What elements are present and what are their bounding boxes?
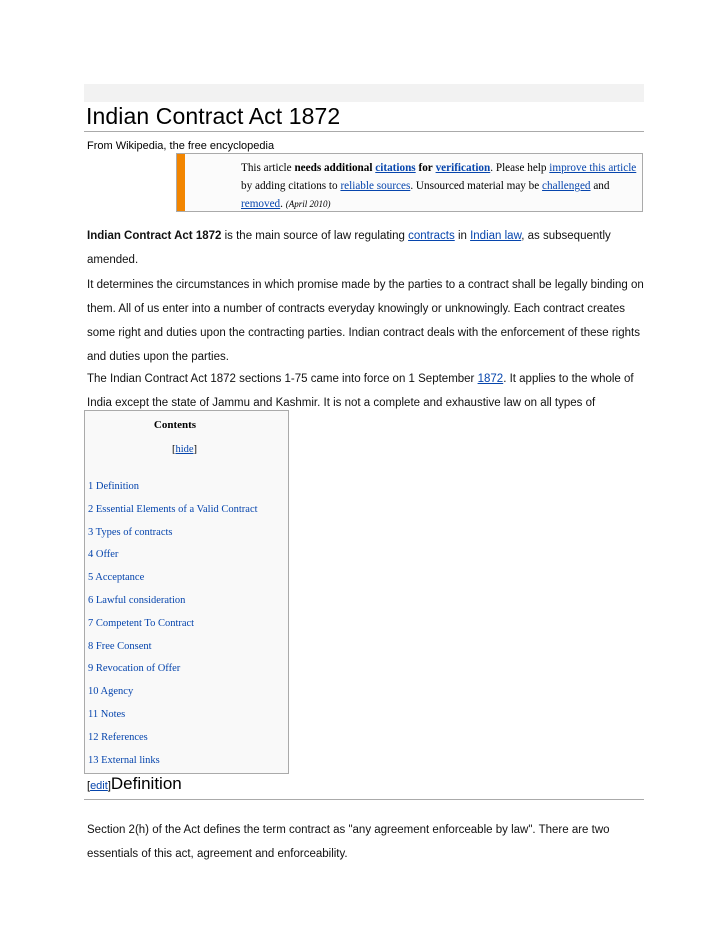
notice-text-2: . Please help bbox=[490, 162, 550, 174]
edit-bracket-open: [ bbox=[87, 780, 91, 792]
toc-item-types-of-contracts[interactable]: 3 Types of contracts bbox=[88, 526, 173, 538]
toc-item-references[interactable]: 12 References bbox=[88, 731, 148, 743]
toc-list bbox=[88, 479, 258, 775]
notice-stripe bbox=[177, 154, 185, 211]
notice-text-1: This article bbox=[241, 162, 295, 174]
toc-item-definition[interactable]: 1 Definition bbox=[88, 481, 140, 492]
table-of-contents bbox=[84, 410, 289, 774]
contracts-link[interactable]: contracts bbox=[408, 230, 455, 242]
top-bar bbox=[84, 84, 644, 102]
toc-item-lawful-consideration[interactable]: 6 Lawful consideration bbox=[88, 594, 186, 606]
section-heading-definition bbox=[87, 774, 182, 794]
scope-paragraph: It determines the circumstances in which promise made by the parties to a contract shall be legally binding on them. All of us enter into a number of contracts everyday knowingly or unknowingly. Each contract creates some right and duties upon the contracting parties. Indian contract deals with the enforcement of these rights and duties upon the parties. bbox=[87, 279, 644, 363]
page-title: Indian Contract Act 1872 bbox=[86, 103, 341, 129]
citations-link[interactable]: citations bbox=[375, 162, 416, 174]
notice-needs: needs additional bbox=[294, 162, 373, 174]
improve-article-link[interactable]: improve this article bbox=[549, 162, 637, 174]
section-divider bbox=[84, 799, 644, 800]
toc-hide-link[interactable]: hide bbox=[175, 444, 194, 455]
notice-text bbox=[241, 159, 641, 213]
notice-text-5: and bbox=[590, 180, 610, 192]
toc-item-offer[interactable]: 4 Offer bbox=[88, 549, 119, 561]
verification-link[interactable]: verification bbox=[435, 162, 491, 174]
edit-bracket-close: ] bbox=[107, 780, 111, 792]
intro-paragraph bbox=[87, 224, 647, 272]
toc-bracket-close: ] bbox=[193, 444, 198, 455]
toc-title: Contents bbox=[153, 419, 197, 431]
section-title: Definition bbox=[110, 774, 182, 793]
notice-text-3: by adding citations to bbox=[241, 180, 341, 192]
definition-paragraph: Section 2(h) of the Act defines the term contract as "any agreement enforceable by law". There are two essentials of this act, agreement and enforceability. bbox=[87, 824, 610, 860]
tagline: From Wikipedia, the free encyclopedia bbox=[87, 140, 275, 152]
toc-item-free-consent[interactable]: 8 Free Consent bbox=[88, 640, 152, 652]
intro-text-1: is the main source of law regulating bbox=[221, 230, 409, 242]
edit-control bbox=[87, 780, 111, 792]
toc-item-acceptance[interactable]: 5 Acceptance bbox=[88, 572, 145, 584]
year-1872-link[interactable]: 1872 bbox=[477, 373, 504, 385]
commencement-text-2: . It applies to the whole of India except the state of Jammu and Kashmir. It is not a complete and exhaustive law on all types of bbox=[87, 373, 634, 409]
intro-text-3: , as subsequently amended. bbox=[87, 230, 611, 266]
edit-link[interactable]: edit bbox=[90, 780, 108, 792]
notice-text-4: . Unsourced material may be bbox=[410, 180, 543, 192]
reliable-sources-link[interactable]: reliable sources bbox=[340, 180, 411, 192]
toc-item-external-links[interactable]: 13 External links bbox=[88, 754, 160, 766]
indian-law-link[interactable]: Indian law bbox=[470, 230, 522, 242]
toc-hide-control bbox=[85, 444, 284, 455]
intro-text-2: in bbox=[454, 230, 471, 242]
toc-item-agency[interactable]: 10 Agency bbox=[88, 686, 134, 698]
notice-for: for bbox=[418, 162, 433, 174]
intro-bold-title: Indian Contract Act 1872 bbox=[87, 230, 222, 242]
toc-item-essential-elements[interactable]: 2 Essential Elements of a Valid Contract bbox=[88, 503, 258, 515]
citation-notice bbox=[176, 153, 643, 212]
removed-link[interactable]: removed bbox=[241, 198, 281, 210]
notice-text-6: . bbox=[280, 198, 286, 210]
commencement-text-1: The Indian Contract Act 1872 sections 1-75 came into force on 1 September bbox=[87, 373, 478, 385]
toc-item-notes[interactable]: 11 Notes bbox=[88, 708, 126, 720]
title-divider bbox=[84, 131, 644, 132]
toc-bracket-open: [ bbox=[171, 444, 176, 455]
toc-item-competent-to-contract[interactable]: 7 Competent To Contract bbox=[88, 617, 195, 629]
toc-item-revocation-of-offer[interactable]: 9 Revocation of Offer bbox=[88, 663, 181, 675]
challenged-link[interactable]: challenged bbox=[542, 180, 591, 192]
notice-date: (April 2010) bbox=[285, 199, 331, 209]
